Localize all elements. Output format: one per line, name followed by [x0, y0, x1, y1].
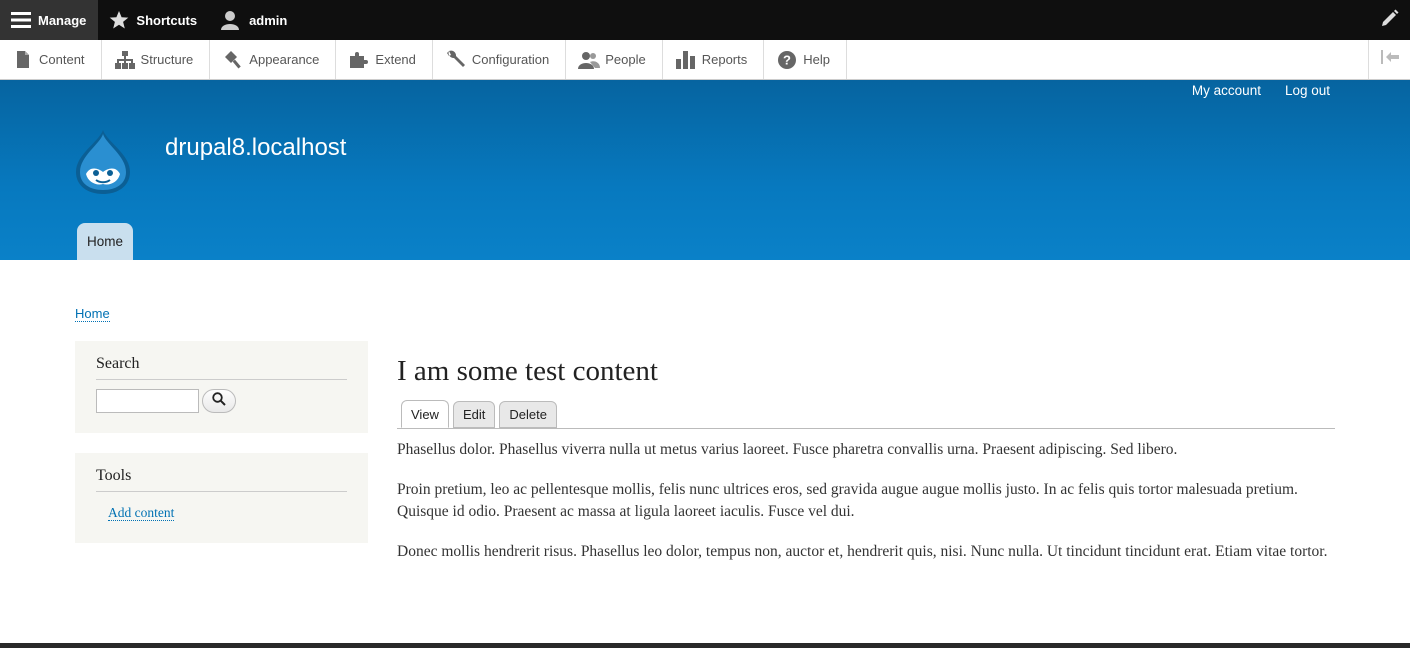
add-content-link[interactable]: Add content	[108, 505, 175, 520]
user-icon	[219, 9, 241, 31]
drupal-logo[interactable]	[72, 128, 134, 196]
search-block-title: Search	[96, 355, 347, 380]
admin-menu-tray	[0, 40, 1410, 80]
star-icon	[108, 9, 130, 31]
manage-tab[interactable]	[0, 0, 98, 40]
sitemap-icon	[114, 50, 136, 70]
puzzle-icon	[348, 50, 370, 70]
site-header	[0, 80, 1410, 260]
tools-block	[75, 453, 368, 543]
menu-item-label: Extend	[375, 52, 416, 67]
tools-block-title: Tools	[96, 467, 347, 492]
tab-delete[interactable]: Delete	[499, 401, 557, 428]
page-title: I am some test content	[397, 355, 658, 387]
shortcuts-label: Shortcuts	[136, 12, 198, 28]
menu-item-people[interactable]	[566, 40, 662, 79]
edit-mode-button[interactable]	[1370, 0, 1410, 40]
file-icon	[12, 50, 34, 70]
search-input[interactable]	[96, 389, 199, 413]
site-footer	[0, 643, 1410, 648]
menu-item-configuration[interactable]	[433, 40, 566, 79]
user-tab[interactable]	[209, 0, 299, 40]
wrench-icon	[445, 50, 467, 70]
svg-text:?: ?	[783, 52, 792, 67]
user-label: admin	[249, 12, 288, 28]
menu-item-reports[interactable]	[663, 40, 765, 79]
hamburger-icon	[10, 9, 32, 31]
menu-item-label: Help	[803, 52, 830, 67]
shortcuts-tab[interactable]	[98, 0, 209, 40]
my-account-link[interactable]: My account	[1191, 83, 1261, 98]
admin-toolbar	[0, 0, 1410, 40]
body-paragraph: Phasellus dolor. Phasellus viverra nulla ut metus varius laoreet. Fusce pharetra convallis urna. Praesent adipiscing. Sed libero.	[397, 441, 1178, 458]
menu-item-appearance[interactable]	[210, 40, 336, 79]
bar-chart-icon	[675, 50, 697, 70]
question-icon	[776, 50, 798, 70]
menu-item-label: Content	[39, 52, 85, 67]
manage-label: Manage	[38, 12, 87, 28]
account-menu	[1192, 83, 1330, 98]
menu-item-label: Structure	[140, 52, 194, 67]
menu-item-help[interactable]	[764, 40, 847, 79]
tray-orientation-toggle[interactable]	[1368, 40, 1410, 79]
body-paragraph: Donec mollis hendrerit risus. Phasellus leo dolor, tempus non, auctor et, hendrerit quis, nisi. Nunc nulla. Ut tincidunt tincidunt erat. Etiam vitae tortor.	[397, 543, 1328, 560]
search-icon	[212, 392, 226, 411]
menu-item-label: Appearance	[249, 52, 320, 67]
main-nav-home[interactable]: Home	[77, 223, 133, 260]
people-icon	[578, 50, 600, 70]
menu-item-extend[interactable]	[336, 40, 432, 79]
paint-icon	[222, 50, 244, 70]
search-button[interactable]	[202, 389, 236, 413]
menu-item-content[interactable]	[0, 40, 102, 79]
local-tasks	[397, 401, 1335, 429]
breadcrumb-home[interactable]: Home	[75, 306, 110, 321]
search-block	[75, 341, 368, 433]
search-form	[96, 389, 347, 413]
node-body	[397, 439, 1335, 581]
log-out-link[interactable]: Log out	[1284, 83, 1330, 98]
site-name[interactable]: drupal8.localhost	[165, 134, 347, 161]
tab-edit[interactable]: Edit	[453, 401, 495, 428]
pencil-icon	[1381, 9, 1399, 32]
menu-item-structure[interactable]	[102, 40, 211, 79]
menu-item-label: Reports	[701, 52, 748, 67]
collapse-arrow-icon	[1381, 50, 1399, 69]
menu-item-label: People	[605, 52, 646, 67]
menu-item-label: Configuration	[471, 52, 550, 67]
body-paragraph: Proin pretium, leo ac pellentesque mollis, felis nunc ultrices eros, sed gravida augue augue mollis justo. In ac felis quis tortor malesuada pretium. Quisque id odio. Praesent ac massa at ligula laoreet iaculis. Fusce vel dui.	[397, 481, 1298, 520]
tab-view[interactable]: View	[401, 400, 449, 428]
